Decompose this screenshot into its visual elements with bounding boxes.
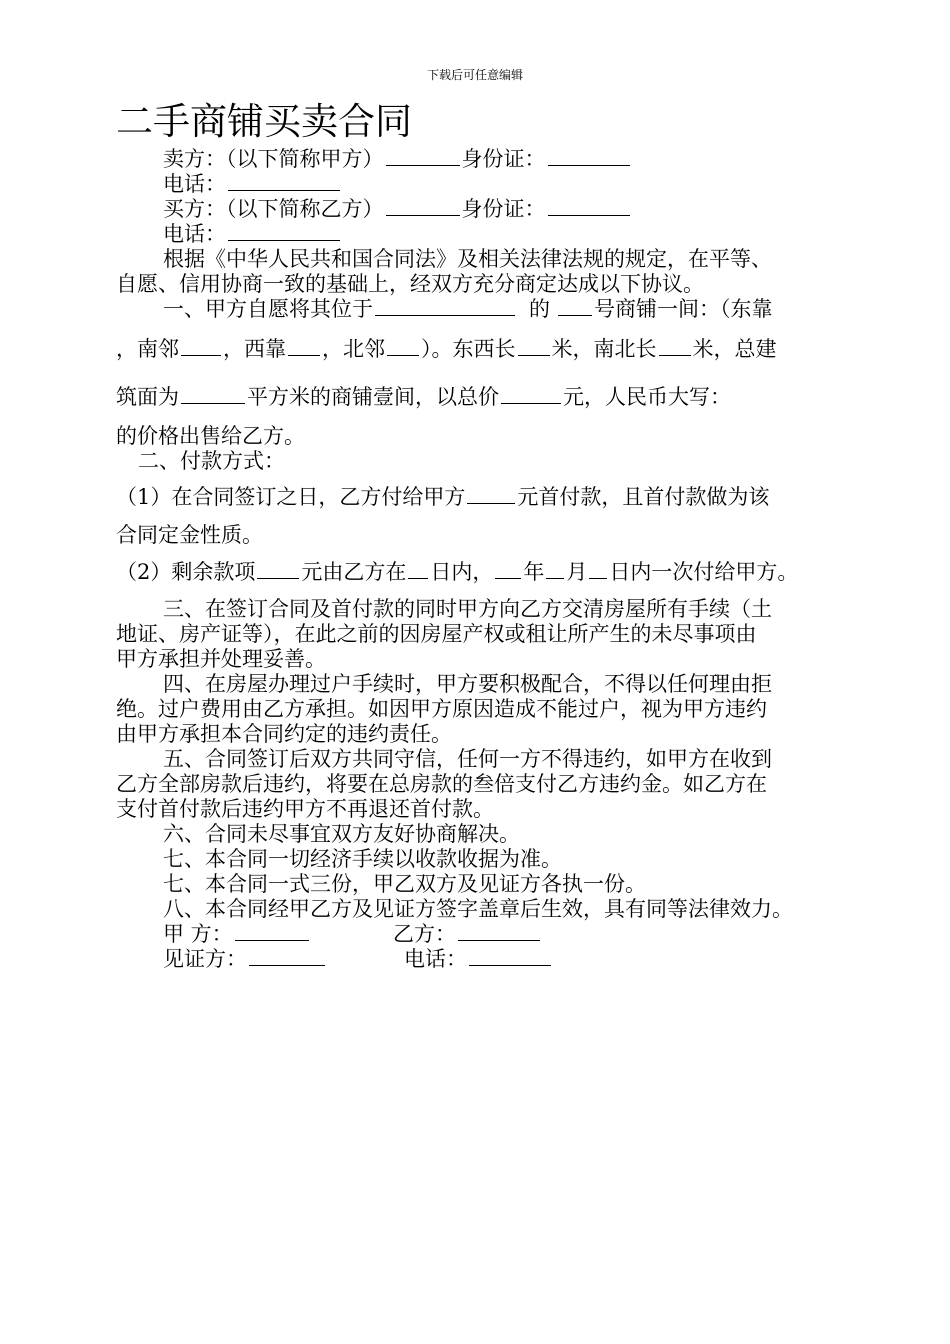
length-ew-blank[interactable]	[518, 338, 550, 356]
shop-location-blank[interactable]	[375, 298, 515, 316]
clause8: 八、本合同经甲乙方及见证方签字盖章后生效，具有同等法律效力。	[163, 897, 793, 921]
clause3-line-1: 三、在签订合同及首付款的同时甲方向乙方交清房屋所有手续（土	[163, 597, 772, 621]
seller-id-blank[interactable]	[548, 148, 630, 166]
clause1-line-1: 一、甲方自愿将其位于 的 号商铺一间：（东靠	[163, 297, 773, 321]
seller-name-blank[interactable]	[386, 148, 460, 166]
buyer-name-blank[interactable]	[386, 198, 460, 216]
clause5-line-2: 乙方全部房款后违约，将要在总房款的叁倍支付乙方违约金。如乙方在	[116, 772, 767, 796]
witness-phone-blank[interactable]	[469, 948, 551, 966]
buyer-line: 买方：（以下简称乙方） 身份证：	[163, 196, 632, 222]
day-blank[interactable]	[589, 561, 607, 579]
clause3-line-3: 甲方承担并处理妥善。	[116, 647, 326, 671]
total-price-blank[interactable]	[501, 386, 561, 404]
days-blank[interactable]	[408, 561, 428, 579]
seller-line: 卖方：（以下简称甲方） 身份证：	[163, 146, 632, 172]
clause2-title: 二、付款方式：	[138, 449, 285, 473]
buyer-id-blank[interactable]	[548, 198, 630, 216]
clause2-item1-cont: 合同定金性质。	[116, 523, 263, 547]
west-blank[interactable]	[288, 338, 320, 356]
witness-sign: 见证方：	[163, 946, 327, 972]
document-title: 二手商铺买卖合同	[116, 100, 412, 143]
north-blank[interactable]	[387, 338, 419, 356]
clause4-line-1: 四、在房屋办理过户手续时，甲方要积极配合，不得以任何理由拒	[163, 672, 772, 696]
clause1-line-3: 筑面为 平方米的商铺壹间，以总价 元，人民币大写：	[116, 385, 731, 409]
clause7b: 七、本合同一式三份，甲乙双方及见证方各执一份。	[163, 872, 646, 896]
area-blank[interactable]	[181, 386, 245, 404]
clause1-line-2: ，南邻 ，西靠 ，北邻 ）。东西长 米，南北长 米，总建	[116, 337, 777, 361]
month-blank[interactable]	[546, 561, 564, 579]
buyer-phone-line: 电话：	[163, 221, 342, 247]
clause5-line-3: 支付首付款后违约甲方不再退还首付款。	[116, 797, 494, 821]
seller-phone-blank[interactable]	[228, 173, 340, 191]
year-blank[interactable]	[495, 561, 521, 579]
preamble-line-1: 根据《中华人民共和国合同法》及相关法律法规的规定，在平等、	[163, 247, 772, 271]
south-blank[interactable]	[181, 338, 221, 356]
clause2-item1: （1）在合同签订之日，乙方付给甲方 元首付款，且首付款做为该	[116, 485, 770, 509]
party-a-signature-blank[interactable]	[235, 923, 309, 941]
clause6: 六、合同未尽事宜双方友好协商解决。	[163, 822, 520, 846]
party-b-signature-blank[interactable]	[458, 923, 540, 941]
clause4-line-3: 由甲方承担本合同约定的违约责任。	[116, 722, 452, 746]
shop-number-blank[interactable]	[558, 298, 592, 316]
clause3-line-2: 地证、房产证等），在此之前的因房屋产权或租让所产生的未尽事项由	[116, 622, 757, 646]
clause2-item2: （2）剩余款项 元由乙方在 日内， 年 月 日内一次付给甲方。	[116, 560, 799, 584]
clause5-line-1: 五、合同签订后双方共同守信，任何一方不得违约，如甲方在收到	[163, 747, 772, 771]
preamble-line-2: 自愿、信用协商一致的基础上，经双方充分商定达成以下协议。	[116, 272, 704, 296]
buyer-phone-blank[interactable]	[228, 223, 340, 241]
party-b-sign: 乙方：	[393, 921, 542, 947]
length-ns-blank[interactable]	[659, 338, 691, 356]
witness-signature-blank[interactable]	[249, 948, 325, 966]
seller-phone-line: 电话：	[163, 171, 342, 197]
remaining-amount-blank[interactable]	[257, 561, 299, 579]
party-a-sign: 甲 方：	[163, 921, 311, 947]
clause4-line-2: 绝。过户费用由乙方承担。如因甲方原因造成不能过户，视为甲方违约	[116, 697, 767, 721]
down-payment-blank[interactable]	[467, 486, 515, 504]
clause7a: 七、本合同一切经济手续以收款收据为准。	[163, 847, 562, 871]
clause1-line-4: 的价格出售给乙方。	[116, 424, 305, 448]
page-header: 下载后可任意编辑	[426, 68, 523, 82]
witness-phone: 电话：	[404, 946, 553, 972]
